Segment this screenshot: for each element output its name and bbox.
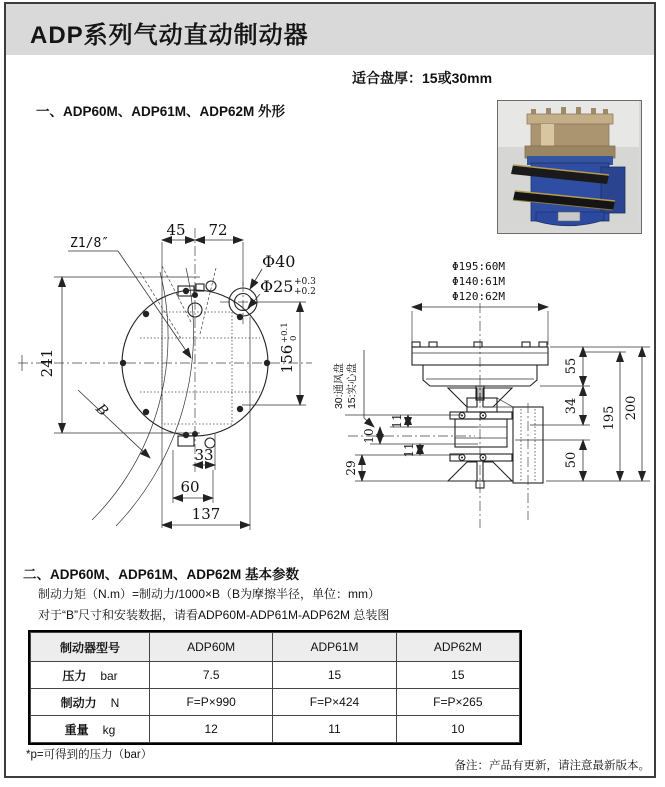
reference-note: 对于“B”尺寸和安装数据，请看ADP60M-ADP61M-ADP62M 总装图 xyxy=(38,608,390,622)
table-row-force xyxy=(31,689,520,716)
page-title: ADP系列气动直动制动器 xyxy=(30,22,309,49)
pressure-footnote: *p=可得到的压力（bar） xyxy=(26,749,153,761)
table-header-row xyxy=(31,633,520,662)
header-adp61m: ADP61M xyxy=(273,633,396,662)
dia-40-label: Φ40 xyxy=(262,252,296,271)
dia-25-label: Φ25 xyxy=(260,277,294,296)
row-label-weight: 重量 kg xyxy=(31,716,150,743)
force-adp60m: F=P×990 xyxy=(150,689,273,716)
dim-156-tol-up: +0.1 xyxy=(280,322,290,343)
caliper-block xyxy=(455,419,507,447)
dim-34: 34 xyxy=(564,397,579,415)
dim-241: 241 xyxy=(38,348,56,378)
dim-60: 60 xyxy=(180,478,200,496)
dia-25-tol-up: +0.3 xyxy=(294,277,316,287)
header-adp62m: ADP62M xyxy=(396,633,519,662)
side-view-drawing xyxy=(330,248,665,533)
solid-disc-note: 15:实心盘 xyxy=(346,362,358,410)
force-adp61m: F=P×424 xyxy=(273,689,396,716)
dim-137: 137 xyxy=(191,505,221,523)
dim-11a: 11 xyxy=(390,413,404,429)
dim-11b: 11 xyxy=(402,442,416,458)
header-adp60m: ADP60M xyxy=(150,633,273,662)
radius-b-label: B xyxy=(92,401,111,420)
product-photo xyxy=(497,100,642,234)
dim-29: 29 xyxy=(344,460,358,476)
weight-adp62m: 10 xyxy=(396,716,519,743)
table-row-weight xyxy=(31,716,520,743)
torque-formula: 制动力矩（N.m）=制动力/1000×B（B为摩擦半径，单位：mm） xyxy=(38,587,381,601)
dim-10: 10 xyxy=(362,428,376,444)
page-header xyxy=(6,4,654,55)
pressure-adp60m: 7.5 xyxy=(150,662,273,689)
dim-50: 50 xyxy=(564,451,579,469)
brake-photo-illustration xyxy=(498,101,639,231)
dim-200: 200 xyxy=(624,395,639,421)
table-row-pressure xyxy=(31,662,520,689)
vented-disc-note: 30:通风盘 xyxy=(333,362,345,410)
pressure-adp61m: 15 xyxy=(273,662,396,689)
dia-25-tol-low: +0.2 xyxy=(294,287,316,297)
version-remark: 备注：产品有更新，请注意最新版本。 xyxy=(454,760,650,772)
dia-140-label: Φ140:61M xyxy=(452,275,505,288)
row-label-pressure: 压力 bar xyxy=(31,662,150,689)
dim-33: 33 xyxy=(194,446,214,464)
section-outline-title: 一、ADP60M、ADP61M、ADP62M 外形 xyxy=(36,104,286,119)
dim-45: 45 xyxy=(166,222,186,239)
weight-adp60m: 12 xyxy=(150,716,273,743)
weight-adp61m: 11 xyxy=(273,716,396,743)
dim-156: 156 xyxy=(278,344,296,374)
dia-195-label: Φ195:60M xyxy=(452,260,505,273)
dim-195: 195 xyxy=(602,405,617,431)
dim-72: 72 xyxy=(208,222,228,239)
disc-thickness-note: 适合盘厚：15或30mm xyxy=(352,70,493,86)
front-view-drawing xyxy=(10,222,342,542)
row-label-force: 制动力 N xyxy=(31,689,150,716)
header-model: 制动器型号 xyxy=(31,633,150,662)
section-params-title: 二、ADP60M、ADP61M、ADP62M 基本参数 xyxy=(23,567,300,582)
port-label: Z1/8″ xyxy=(70,236,110,251)
parameters-table xyxy=(30,632,520,743)
force-adp62m: F=P×265 xyxy=(396,689,519,716)
dim-156-tol-low: 0 xyxy=(289,335,299,341)
pressure-adp62m: 15 xyxy=(396,662,519,689)
dia-120-label: Φ120:62M xyxy=(452,290,505,303)
dim-55: 55 xyxy=(564,357,579,375)
